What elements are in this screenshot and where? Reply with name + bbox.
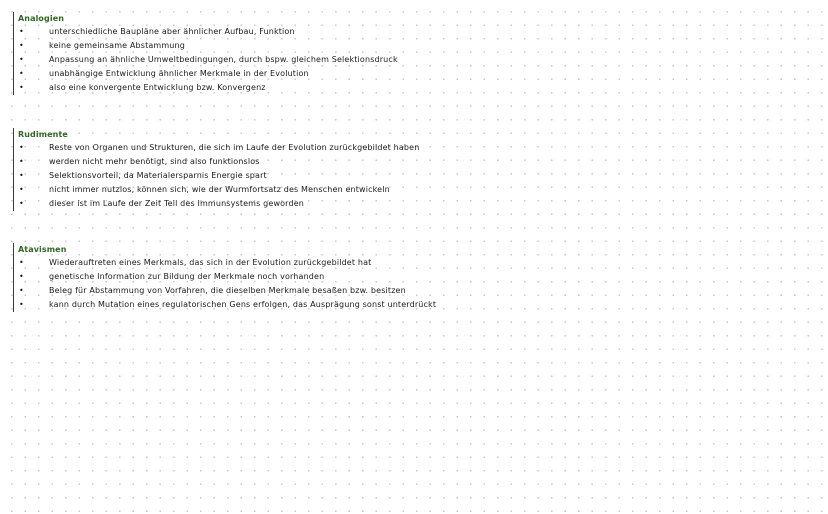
bullet-list-analogien (18, 25, 618, 95)
section-rudimente (13, 128, 618, 211)
list-item (18, 53, 618, 67)
section-title-rudimente: Rudimente (18, 130, 68, 139)
bullet-icon: • (19, 41, 24, 50)
bullet-icon: • (19, 55, 24, 64)
bullet-icon: • (19, 27, 24, 36)
list-item (18, 256, 618, 270)
list-item-text: also eine konvergente Entwicklung bzw. Konvergenz (49, 83, 266, 92)
list-item-text: Selektionsvorteil, da Materialersparnis Energie spart (49, 171, 267, 180)
bullet-icon: • (19, 199, 24, 208)
section-title-atavismen: Atavismen (18, 245, 67, 254)
list-item-text: genetische Information zur Bildung der Merkmale noch vorhanden (49, 272, 325, 281)
list-item (18, 25, 618, 39)
bullet-icon: • (19, 83, 24, 92)
list-item (18, 67, 618, 81)
list-item (18, 270, 618, 284)
list-item-text: Anpassung an ähnliche Umweltbedingungen, durch bspw. gleichem Selektionsdruck (49, 55, 398, 64)
section-title-analogien: Analogien (18, 14, 65, 23)
bullet-icon: • (19, 272, 24, 281)
list-item-text: Reste von Organen und Strukturen, die sich im Laufe der Evolution zurückgebildet haben (49, 143, 420, 152)
bullet-icon: • (19, 69, 24, 78)
list-item-text: Beleg für Abstammung von Vorfahren, die dieselben Merkmale besaßen bzw. besitzen (49, 286, 406, 295)
list-item-text: dieser ist im Laufe der Zeit Teil des Immunsystems geworden (49, 199, 304, 208)
list-item-text: Wiederauftreten eines Merkmals, das sich in der Evolution zurückgebildet hat (49, 258, 372, 267)
list-item (18, 141, 618, 155)
bullet-icon: • (19, 300, 24, 309)
bullet-icon: • (19, 258, 24, 267)
list-item-text: kann durch Mutation eines regulatorischen Gens erfolgen, das Ausprägung sonst unterdrückt (49, 300, 437, 309)
list-item (18, 81, 618, 95)
list-item-text: werden nicht mehr benötigt, sind also funktionslos (49, 157, 260, 166)
list-item-text: nicht immer nutzlos, können sich, wie der Wurmfortsatz des Menschen entwickeln (49, 185, 390, 194)
list-item (18, 298, 618, 312)
list-item (18, 284, 618, 298)
bullet-icon: • (19, 143, 24, 152)
list-item-text: unterschiedliche Baupläne aber ähnlicher Aufbau, Funktion (49, 27, 295, 36)
section-atavismen (13, 243, 618, 312)
list-item (18, 169, 618, 183)
bullet-list-atavismen (18, 256, 618, 312)
bullet-icon: • (19, 171, 24, 180)
list-item-text: keine gemeinsame Abstammung (49, 41, 185, 50)
list-item (18, 197, 618, 211)
list-item (18, 183, 618, 197)
list-item (18, 39, 618, 53)
bullet-list-rudimente (18, 141, 618, 211)
list-item (18, 155, 618, 169)
list-item-text: unabhängige Entwicklung ähnlicher Merkmale in der Evolution (49, 69, 309, 78)
section-analogien (13, 12, 618, 95)
bullet-icon: • (19, 185, 24, 194)
bullet-icon: • (19, 157, 24, 166)
bullet-icon: • (19, 286, 24, 295)
